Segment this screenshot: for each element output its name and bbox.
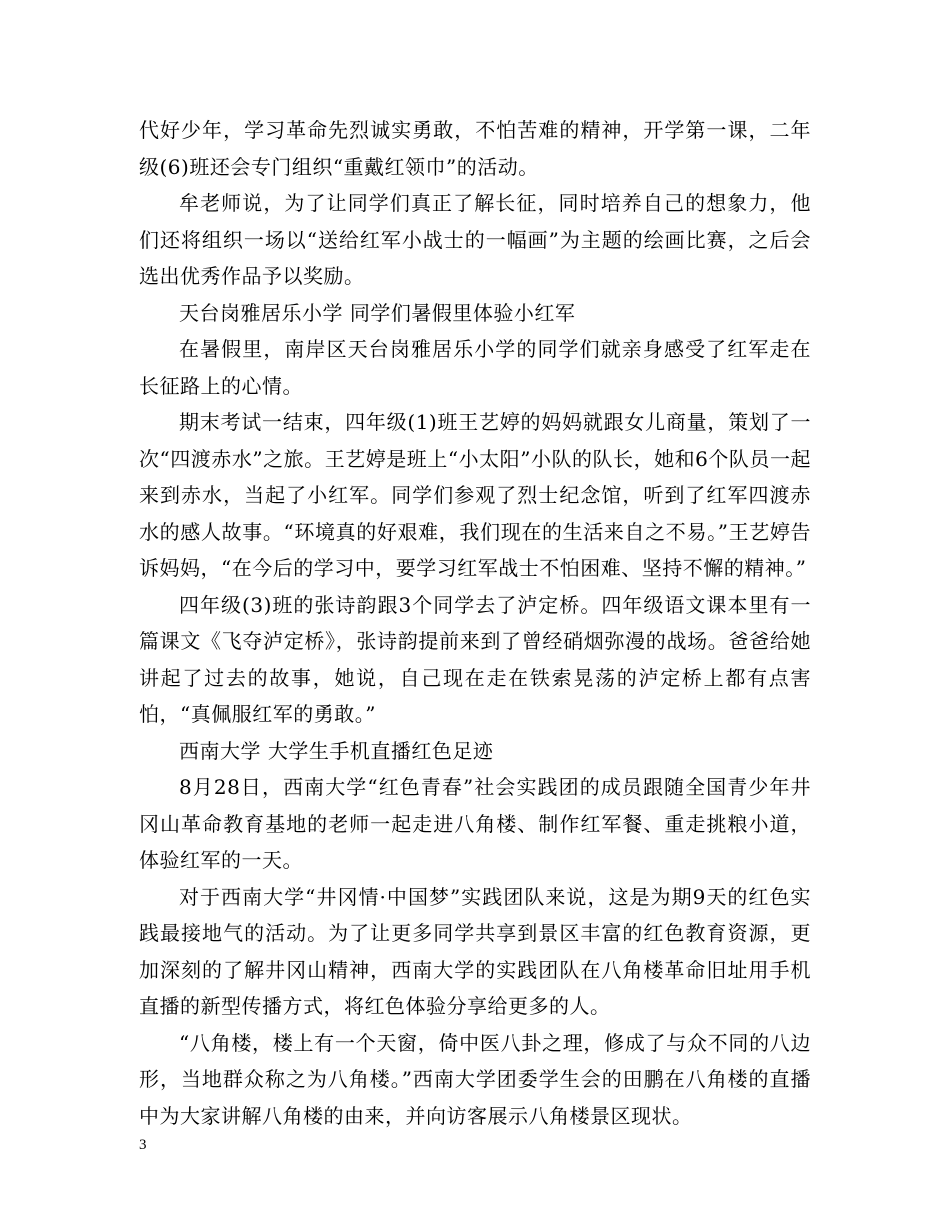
section-heading-southwest-university: 西南大学 大学生手机直播红色足迹 (179, 738, 494, 763)
paragraph-4: 期末考试一结束，四年级(1)班王艺婷的妈妈就跟女儿商量，策划了一次“四渡赤水”之旅。王艺婷是班上“小太阳”小队的队长，她和6个队员一起来到赤水，当起了小红军。同学们参观了烈士纪念馆，听到了红军四渡赤水的感人故事。“环境真的好艰难，我们现在的生活来自之不易。”王艺婷告诉妈妈，“在今后的学习中，要学习红军战士不怕困难、坚持不懈的精神。” (139, 410, 811, 580)
paragraph-2: 牟老师说，为了让同学们真正了解长征，同时培养自己的想象力，他们还将组织一场以“送给红军小战士的一幅画”为主题的绘画比赛，之后会选出优秀作品予以奖励。 (139, 191, 811, 288)
page-number: 3 (139, 1137, 147, 1153)
paragraph-1: 代好少年，学习革命先烈诚实勇敢，不怕苦难的精神，开学第一课，二年级(6)班还会专门组织“重戴红领巾”的活动。 (139, 118, 811, 179)
paragraph-6: 8月28日，西南大学“红色青春”社会实践团的成员跟随全国青少年井冈山革命教育基地的老师一起走进八角楼、制作红军餐、重走挑粮小道，体验红军的一天。 (139, 775, 811, 872)
paragraph-5: 四年级(3)班的张诗韵跟3个同学去了泸定桥。四年级语文课本里有一篇课文《飞夺泸定桥》，张诗韵提前来到了曾经硝烟弥漫的战场。爸爸给她讲起了过去的故事，她说，自己现在走在铁索晃荡的泸定桥上都有点害怕，“真佩服红军的勇敢。” (139, 592, 811, 726)
section-heading-tiantaigang: 天台岗雅居乐小学 同学们暑假里体验小红军 (179, 300, 576, 325)
document-body (139, 112, 811, 1134)
paragraph-3: 在暑假里，南岸区天台岗雅居乐小学的同学们就亲身感受了红军走在长征路上的心情。 (139, 337, 811, 398)
paragraph-7: 对于西南大学“井冈情·中国梦”实践团队来说，这是为期9天的红色实践最接地气的活动。为了让更多同学共享到景区丰富的红色教育资源，更加深刻的了解井冈山精神，西南大学的实践团队在八角楼革命旧址用手机直播的新型传播方式，将红色体验分享给更多的人。 (139, 884, 811, 1018)
paragraph-8: “八角楼，楼上有一个天窗，倚中医八卦之理，修成了与众不同的八边形，当地群众称之为八角楼。”西南大学团委学生会的田鹏在八角楼的直播中为大家讲解八角楼的由来，并向访客展示八角楼景区现状。 (139, 1030, 811, 1128)
